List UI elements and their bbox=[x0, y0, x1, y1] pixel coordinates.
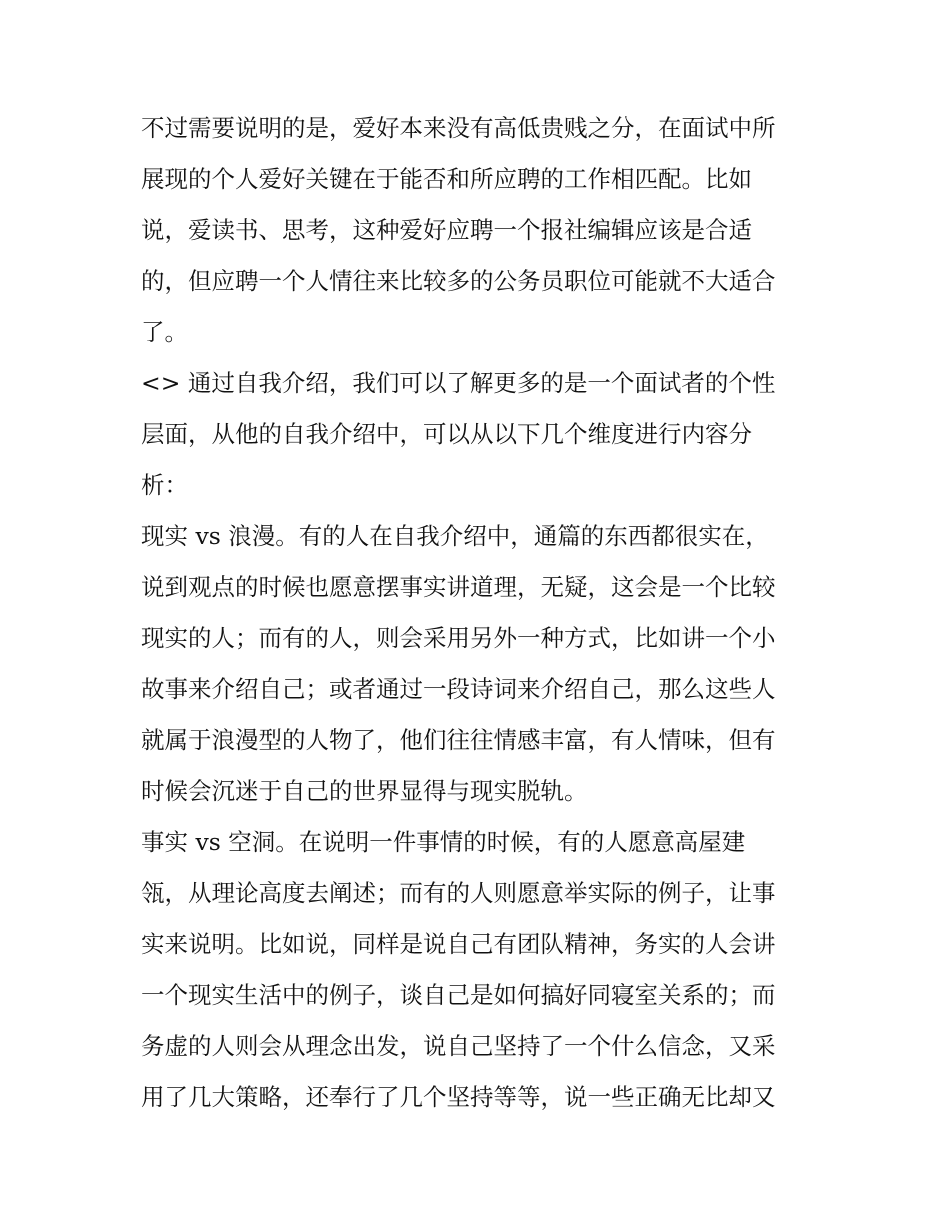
text-line: 现实 vs 浪漫。有的人在自我介绍中，通篇的东西都很实在， bbox=[141, 522, 769, 550]
text-line: 用了几大策略，还奉行了几个坚持等等，说一些正确无比却又 bbox=[141, 1083, 776, 1111]
text-line: 故事来介绍自己；或者通过一段诗词来介绍自己，那么这些人 bbox=[141, 675, 776, 703]
text-line: 事实 vs 空洞。在说明一件事情的时候，有的人愿意高屋建 bbox=[141, 828, 746, 856]
text-line: 务虚的人则会从理念出发，说自己坚持了一个什么信念，又采 bbox=[141, 1032, 776, 1060]
body-text bbox=[141, 103, 813, 1123]
text-line: 不过需要说明的是，爱好本来没有高低贵贱之分，在面试中所 bbox=[141, 114, 776, 142]
text-line: 一个现实生活中的例子，谈自己是如何搞好同寝室关系的；而 bbox=[141, 981, 776, 1009]
text-line: <> 通过自我介绍，我们可以了解更多的是一个面试者的个性 bbox=[141, 369, 776, 397]
text-line: 说到观点的时候也愿意摆事实讲道理，无疑，这会是一个比较 bbox=[141, 573, 776, 601]
text-line: 说，爱读书、思考，这种爱好应聘一个报社编辑应该是合适 bbox=[141, 216, 752, 244]
text-line: 时候会沉迷于自己的世界显得与现实脱轨。 bbox=[141, 777, 588, 805]
text-line: 析： bbox=[141, 471, 188, 499]
text-line: 现实的人；而有的人，则会采用另外一种方式，比如讲一个小 bbox=[141, 624, 776, 652]
text-line: 了。 bbox=[141, 318, 188, 346]
text-line: 层面，从他的自我介绍中，可以从以下几个维度进行内容分 bbox=[141, 420, 752, 448]
text-line: 瓴，从理论高度去阐述；而有的人则愿意举实际的例子，让事 bbox=[141, 879, 776, 907]
text-line: 就属于浪漫型的人物了，他们往往情感丰富，有人情味，但有 bbox=[141, 726, 776, 754]
text-line: 展现的个人爱好关键在于能否和所应聘的工作相匹配。比如 bbox=[141, 165, 752, 193]
text-line: 的，但应聘一个人情往来比较多的公务员职位可能就不大适合 bbox=[141, 267, 776, 295]
text-line: 实来说明。比如说，同样是说自己有团队精神，务实的人会讲 bbox=[141, 930, 776, 958]
